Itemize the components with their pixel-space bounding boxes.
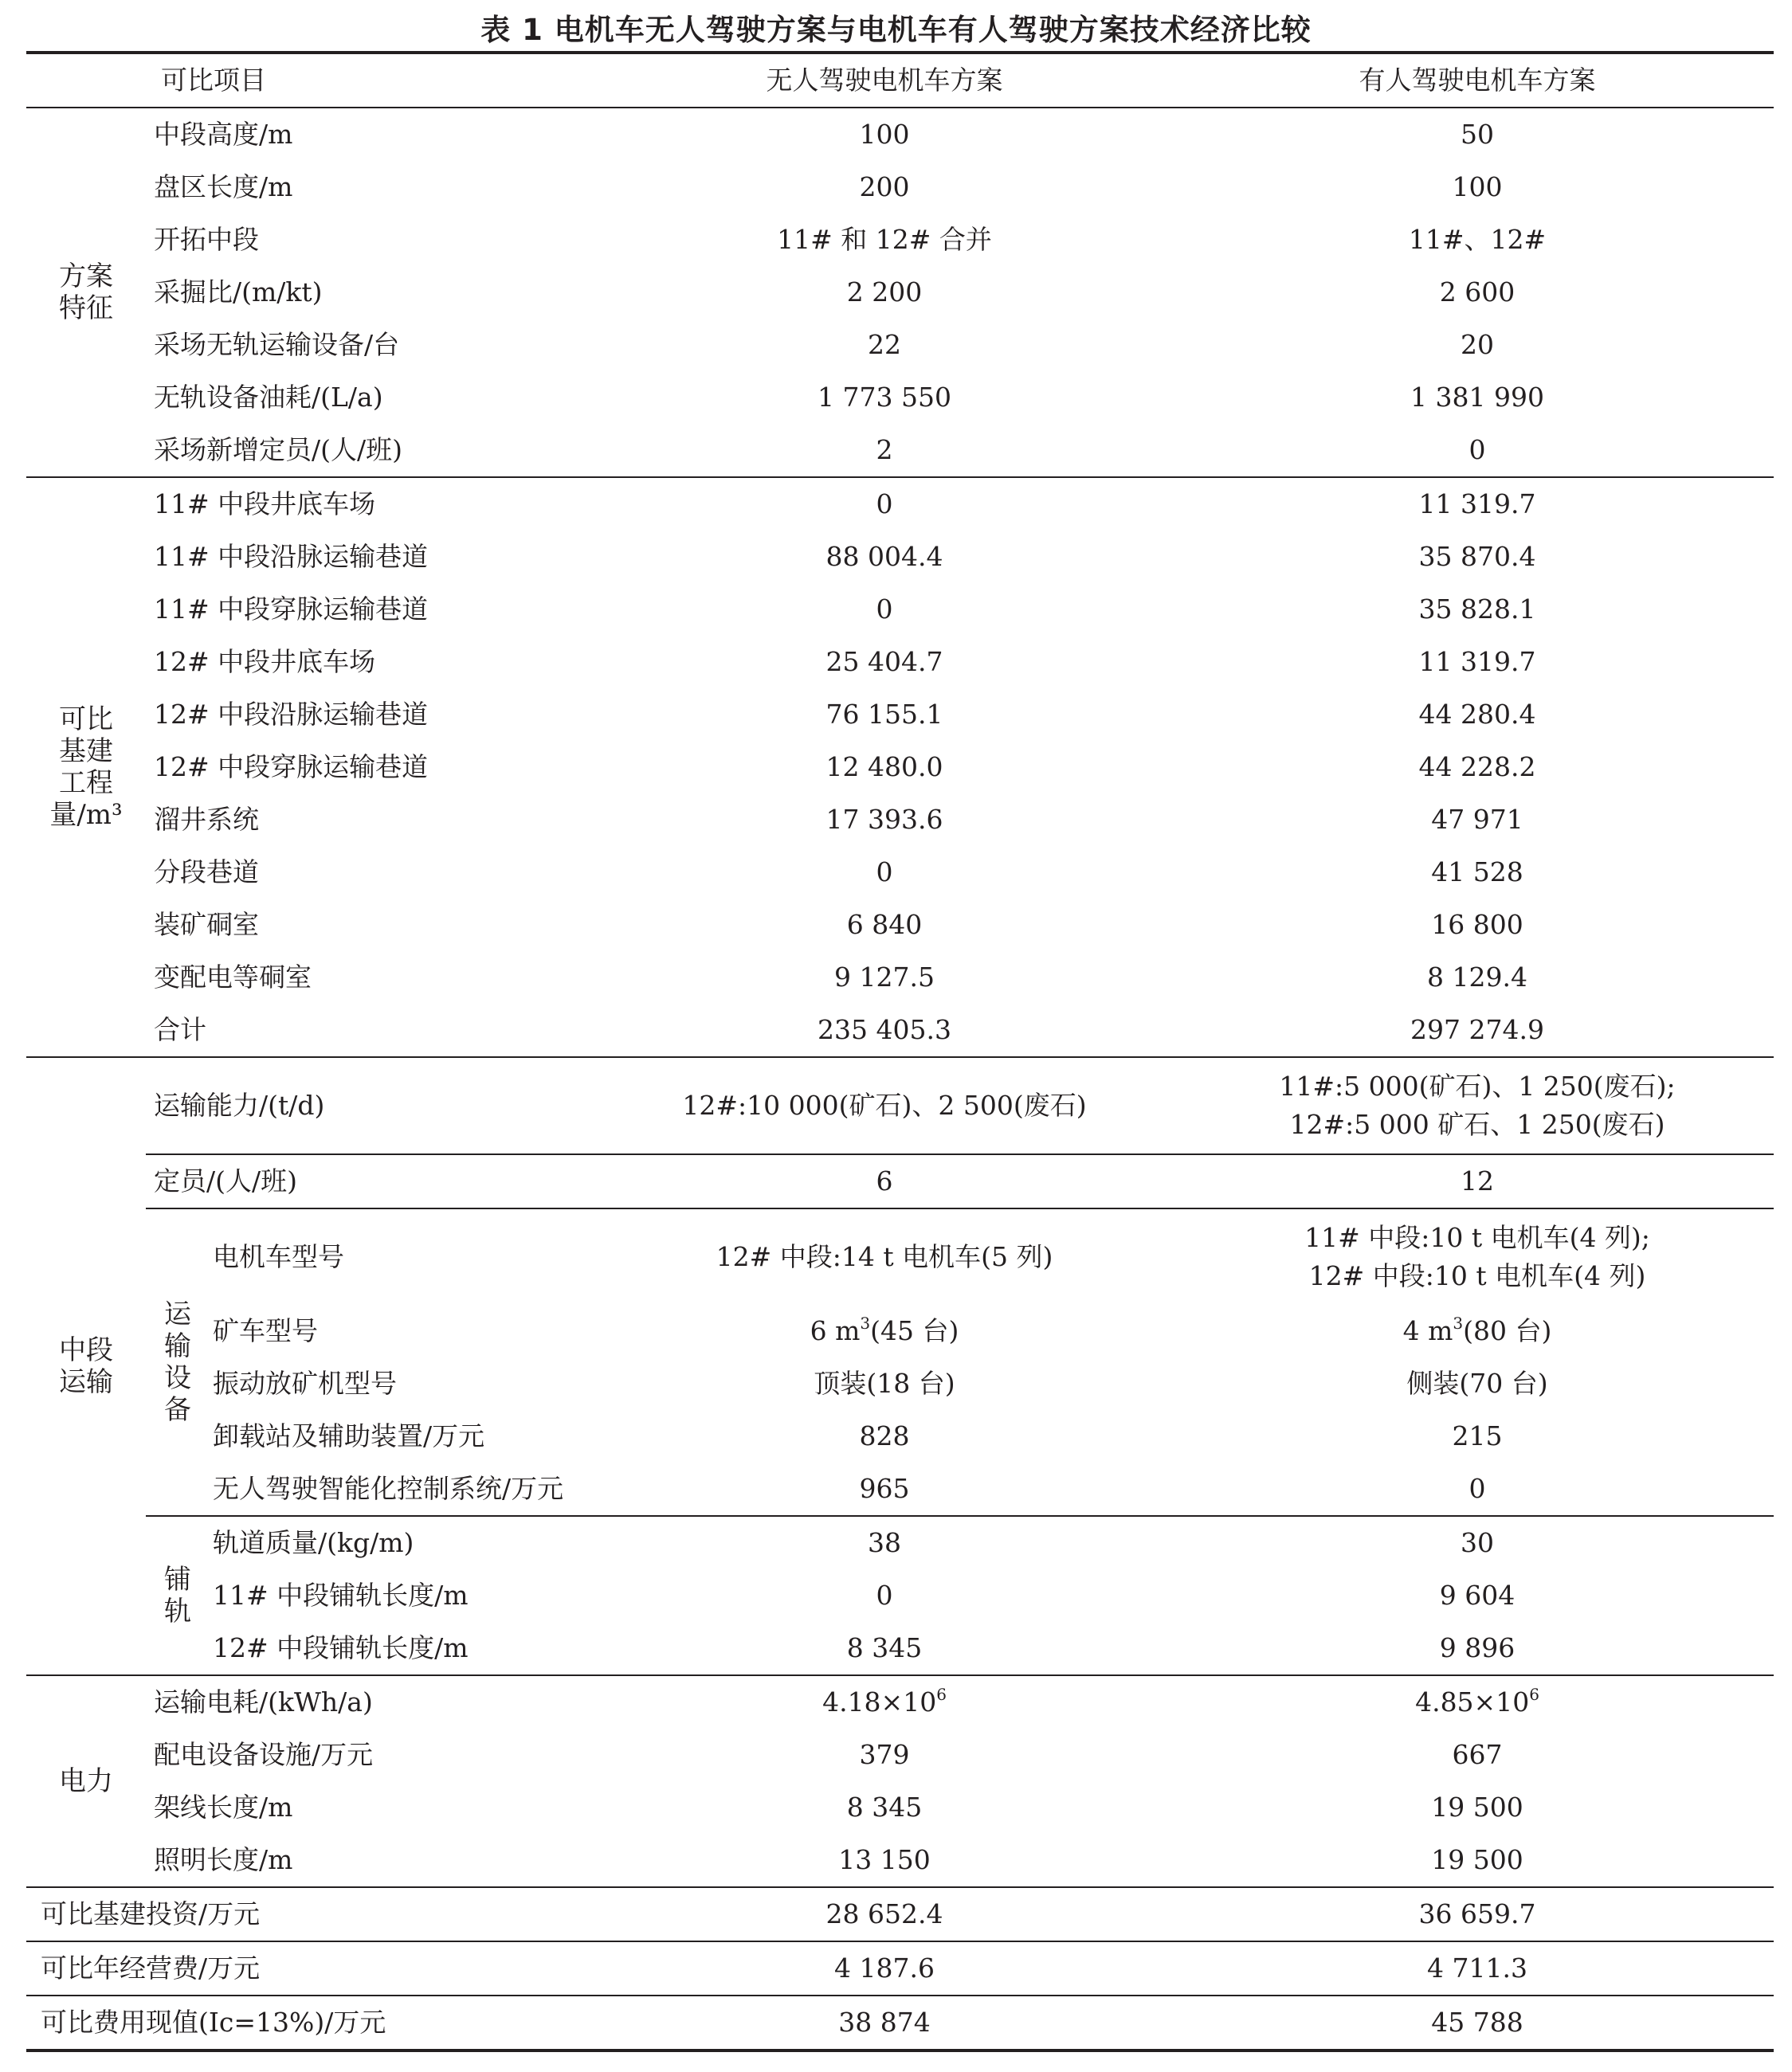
row-label: 运输能力/(t/d) <box>146 1057 588 1154</box>
table-row <box>26 371 1774 424</box>
table-row <box>26 319 1774 371</box>
cell-a: 12 480.0 <box>825 751 943 782</box>
cell-b: 45 788 <box>1181 1996 1774 2050</box>
cell-a: 1 773 550 <box>818 382 951 413</box>
cell-a: 0 <box>876 593 893 625</box>
row-label: 采场无轨运输设备/台 <box>154 329 400 360</box>
cell-b: $4.85\times 10^6$ <box>1181 1675 1774 1729</box>
cell-a: 76 155.1 <box>825 699 943 730</box>
cell-b: 0 <box>1468 1473 1486 1504</box>
row-label: 无轨设备油耗/(L/a) <box>154 382 383 413</box>
cell-b: 11# 中段:10 t 电机车(4 列); 12# 中段:10 t 电机车(4 列) <box>1181 1208 1774 1305</box>
table-row <box>26 636 1774 688</box>
row-label: 溜井系统 <box>154 804 259 835</box>
cell-b: 11#:5 000(矿石)、1 250(废石); 12#:5 000 矿石、1 250(废石) <box>1181 1057 1774 1154</box>
cell-a: 0 <box>588 477 1181 531</box>
table-row <box>26 1781 1774 1834</box>
cell-a: 11# 和 12# 合并 <box>777 224 992 255</box>
table-row <box>26 688 1774 741</box>
row-label: 无人驾驶智能化控制系统/万元 <box>213 1473 564 1504</box>
table-row <box>26 1834 1774 1887</box>
cell-a: 2 200 <box>846 276 923 307</box>
cell-a: 235 405.3 <box>818 1014 951 1045</box>
cell-a: 17 393.6 <box>825 804 943 835</box>
cell-b: 9 896 <box>1439 1632 1516 1663</box>
table-row <box>26 1622 1774 1675</box>
table-row <box>26 1410 1774 1463</box>
cell-b: 11 319.7 <box>1418 646 1536 677</box>
row-label: 矿车型号 <box>213 1315 318 1346</box>
cell-a: 12# 中段:14 t 电机车(5 列) <box>588 1208 1181 1305</box>
cell-a: 6 840 <box>846 909 923 940</box>
comparison-table <box>26 51 1774 2052</box>
header-col-a: 无人驾驶电机车方案 <box>588 53 1181 108</box>
row-label: 采掘比/(m/kt) <box>154 276 323 307</box>
cell-a: 88 004.4 <box>825 541 943 572</box>
row-label: 可比基建投资/万元 <box>26 1887 588 1941</box>
table-row <box>26 1154 1774 1208</box>
group-label-works: 可比 基建 工程 量/m³ <box>26 477 146 1057</box>
row-label: 中段高度/m <box>146 108 588 161</box>
row-label: 变配电等硐室 <box>154 962 312 993</box>
cell-b: 215 <box>1452 1420 1503 1451</box>
row-label: 分段巷道 <box>154 856 259 887</box>
table-row <box>26 1463 1774 1516</box>
table-row <box>26 1729 1774 1781</box>
cell-b: 50 <box>1181 108 1774 161</box>
row-label: 可比年经营费/万元 <box>26 1941 588 1996</box>
table-row <box>26 213 1774 266</box>
row-label: 盘区长度/m <box>154 171 293 202</box>
cell-a: 12#:10 000(矿石)、2 500(废石) <box>588 1057 1181 1154</box>
cell-b: 30 <box>1181 1516 1774 1569</box>
group-label-power: 电力 <box>26 1675 146 1887</box>
subgroup-label-track: 铺 轨 <box>146 1516 210 1675</box>
cell-a: 4 187.6 <box>588 1941 1181 1996</box>
cell-a: 2 <box>876 434 893 465</box>
cell-b: 35 828.1 <box>1418 593 1536 625</box>
header-col-b: 有人驾驶电机车方案 <box>1181 53 1774 108</box>
table-row <box>26 1996 1774 2050</box>
table-row <box>26 477 1774 531</box>
cell-b: 4 $m^3(80$ 台) <box>1402 1314 1552 1346</box>
cell-b: 44 280.4 <box>1418 699 1536 730</box>
table-row <box>26 1516 1774 1569</box>
cell-b: 12 <box>1181 1154 1774 1208</box>
table-row <box>26 1675 1774 1729</box>
cell-b: 20 <box>1461 329 1495 360</box>
row-label: 运输电耗/(kWh/a) <box>146 1675 588 1729</box>
group-label-haul: 中段 运输 <box>26 1057 146 1675</box>
cell-b: 41 528 <box>1431 856 1523 887</box>
table-row <box>26 846 1774 899</box>
cell-b: 1 381 990 <box>1410 382 1544 413</box>
table-row <box>26 1887 1774 1941</box>
cell-b: 100 <box>1452 171 1503 202</box>
cell-a: 顶装(18 台) <box>814 1368 955 1399</box>
row-label: 开拓中段 <box>154 224 259 255</box>
row-label: 12# 中段穿脉运输巷道 <box>154 751 429 782</box>
cell-b: 297 274.9 <box>1410 1014 1544 1045</box>
cell-a: 6 $m^3(45$ 台) <box>810 1314 959 1346</box>
cell-b: 8 129.4 <box>1427 962 1527 993</box>
table-row <box>26 741 1774 793</box>
cell-a: $4.18\times 10^6$ <box>588 1675 1181 1729</box>
subgroup-label-equip: 运 输 设 备 <box>146 1208 210 1516</box>
row-label: 可比费用现值(Ic=13%)/万元 <box>26 1996 588 2050</box>
group-label-scheme: 方案 特征 <box>26 108 146 477</box>
row-label: 12# 中段井底车场 <box>154 646 376 677</box>
cell-a: 0 <box>876 856 893 887</box>
table-title: 表 1 电机车无人驾驶方案与电机车有人驾驶方案技术经济比较 <box>480 13 1312 47</box>
cell-a: 100 <box>588 108 1181 161</box>
cell-b: 4 711.3 <box>1181 1941 1774 1996</box>
cell-b: 2 600 <box>1439 276 1516 307</box>
row-label: 轨道质量/(kg/m) <box>210 1516 588 1569</box>
cell-a: 8 345 <box>846 1632 923 1663</box>
row-label: 采场新增定员/(人/班) <box>154 434 402 465</box>
table-row <box>26 1208 1774 1305</box>
row-label: 卸载站及辅助装置/万元 <box>213 1420 485 1451</box>
cell-a: 0 <box>876 1580 893 1611</box>
cell-b: 侧装(70 台) <box>1406 1368 1548 1399</box>
cell-b: 11 319.7 <box>1181 477 1774 531</box>
table-row <box>26 1057 1774 1154</box>
cell-b: 667 <box>1452 1739 1503 1770</box>
cell-b: 35 870.4 <box>1418 541 1536 572</box>
cell-b: 47 971 <box>1431 804 1523 835</box>
cell-a: 9 127.5 <box>834 962 935 993</box>
cell-b: 19 500 <box>1431 1792 1523 1823</box>
cell-a: 38 874 <box>588 1996 1181 2050</box>
cell-b: 44 228.2 <box>1418 751 1536 782</box>
table-row <box>26 951 1774 1004</box>
cell-a: 13 150 <box>838 1844 931 1875</box>
cell-b: 19 500 <box>1431 1844 1523 1875</box>
cell-a: 828 <box>859 1420 910 1451</box>
header-item: 可比项目 <box>26 53 588 108</box>
table-row <box>26 1305 1774 1357</box>
cell-b: 9 604 <box>1439 1580 1516 1611</box>
row-label: 照明长度/m <box>154 1844 293 1875</box>
cell-b: 16 800 <box>1431 909 1523 940</box>
table-row <box>26 1569 1774 1622</box>
row-label: 12# 中段铺轨长度/m <box>213 1632 469 1663</box>
table-row <box>26 1004 1774 1057</box>
row-label: 12# 中段沿脉运输巷道 <box>154 699 429 730</box>
cell-a: 200 <box>859 171 910 202</box>
table-row <box>26 899 1774 951</box>
table-row <box>26 424 1774 477</box>
row-label: 振动放矿机型号 <box>213 1368 397 1399</box>
cell-a: 6 <box>588 1154 1181 1208</box>
cell-b: 11#、12# <box>1408 224 1547 255</box>
row-label: 11# 中段穿脉运输巷道 <box>154 593 429 625</box>
cell-a: 379 <box>859 1739 910 1770</box>
cell-b: 36 659.7 <box>1181 1887 1774 1941</box>
row-label: 11# 中段沿脉运输巷道 <box>154 541 429 572</box>
row-label: 架线长度/m <box>154 1792 293 1823</box>
header-row <box>26 53 1774 108</box>
row-label: 定员/(人/班) <box>146 1154 588 1208</box>
table-row <box>26 161 1774 213</box>
table-row <box>26 583 1774 636</box>
row-label: 配电设备设施/万元 <box>154 1739 374 1770</box>
row-label: 11# 中段井底车场 <box>146 477 588 531</box>
cell-a: 28 652.4 <box>588 1887 1181 1941</box>
cell-a: 965 <box>859 1473 910 1504</box>
table-row <box>26 1357 1774 1410</box>
row-label: 电机车型号 <box>210 1208 588 1305</box>
cell-a: 38 <box>588 1516 1181 1569</box>
cell-a: 8 345 <box>846 1792 923 1823</box>
table-row <box>26 108 1774 161</box>
cell-a: 25 404.7 <box>825 646 943 677</box>
row-label: 合计 <box>154 1014 206 1045</box>
row-label: 11# 中段铺轨长度/m <box>213 1580 469 1611</box>
table-row <box>26 531 1774 583</box>
table-row <box>26 266 1774 319</box>
table-row <box>26 793 1774 846</box>
row-label: 装矿硐室 <box>154 909 259 940</box>
table-row <box>26 1941 1774 1996</box>
cell-a: 22 <box>868 329 902 360</box>
cell-b: 0 <box>1468 434 1486 465</box>
